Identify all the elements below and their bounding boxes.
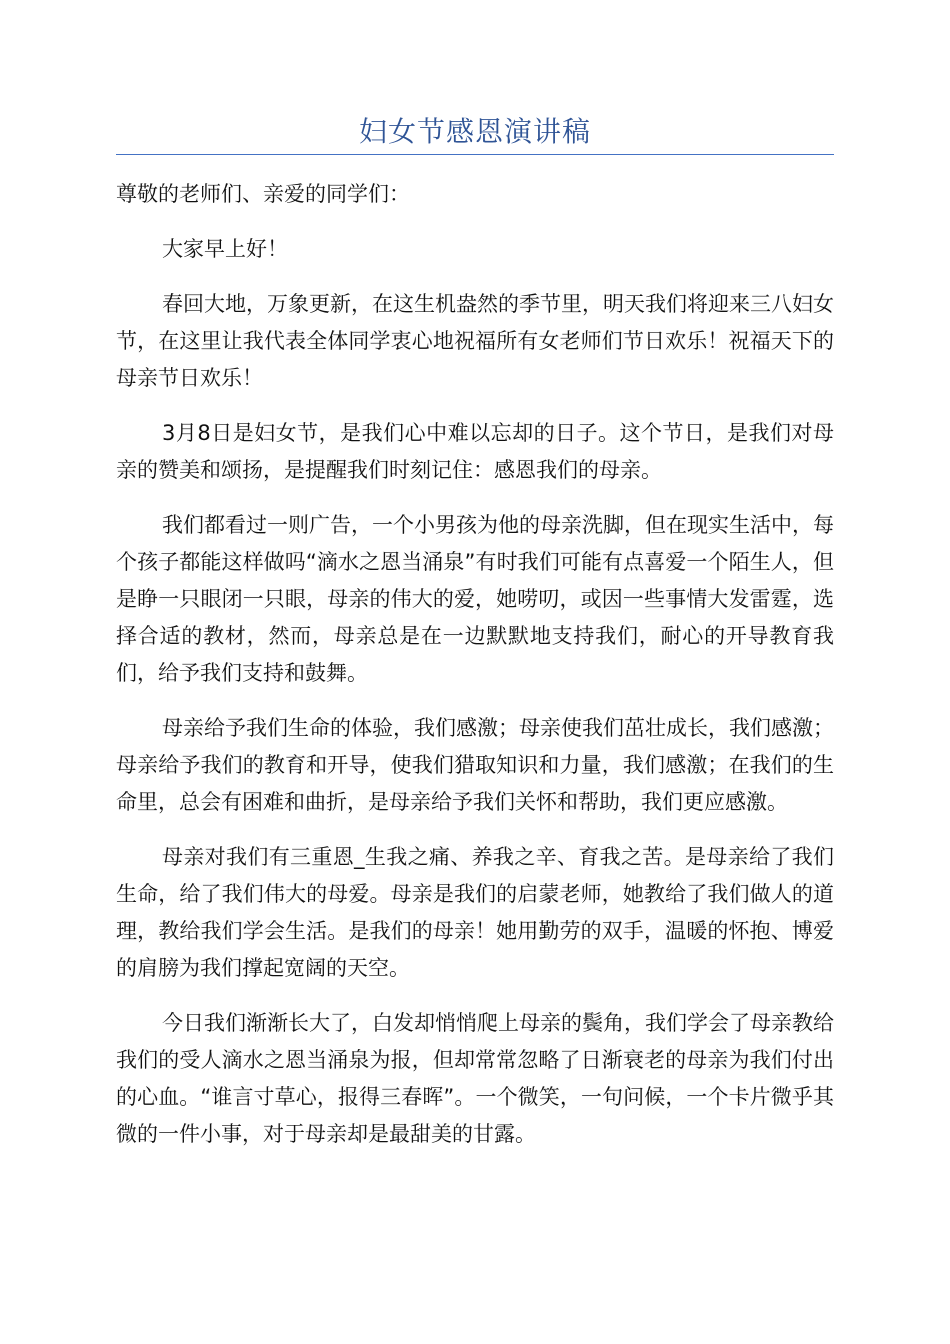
paragraph: 今日我们渐渐长大了，白发却悄悄爬上母亲的鬓角，我们学会了母亲教给我们的受人滴水之恩当涌泉为报，但却常常忽略了日渐衰老的母亲为我们付出的心血。“谁言寸草心，报得三春晖”。一个微笑，一句问候，一个卡片微乎其微的一件小事，对于母亲却是最甜美的甘露。 xyxy=(116,1011,834,1146)
paragraph: 春回大地，万象更新，在这生机盎然的季节里，明天我们将迎来三八妇女节，在这里让我代表全体同学衷心地祝福所有女老师们节日欢乐！祝福天下的母亲节日欢乐！ xyxy=(116,292,834,390)
paragraph: 母亲给予我们生命的体验，我们感激；母亲使我们茁壮成长，我们感激；母亲给予我们的教育和开导，使我们猎取知识和力量，我们感激；在我们的生命里，总会有困难和曲折，是母亲给予我们关怀和帮助，我们更应感激。 xyxy=(116,716,834,814)
paragraph: 3月8日是妇女节，是我们心中难以忘却的日子。这个节日，是我们对母亲的赞美和颂扬，是提醒我们时刻记住：感恩我们的母亲。 xyxy=(116,421,834,482)
paragraph: 母亲对我们有三重恩_生我之痛、养我之辛、育我之苦。是母亲给了我们生命，给了我们伟大的母爱。母亲是我们的启蒙老师，她教给了我们做人的道理，教给我们学会生活。是我们的母亲！她用勤劳的双手，温暖的怀抱、博爱的肩膀为我们撑起宽阔的天空。 xyxy=(116,845,834,980)
document-title: 妇女节感恩演讲稿 xyxy=(358,115,591,148)
title-underline xyxy=(116,154,834,155)
paragraph: 我们都看过一则广告，一个小男孩为他的母亲洗脚，但在现实生活中，每个孩子都能这样做吗“滴水之恩当涌泉”有时我们可能有点喜爱一个陌生人，但是睁一只眼闭一只眼，母亲的伟大的爱，她唠叨，或因一些事情大发雷霆，选择合适的教材，然而，母亲总是在一边默默地支持我们，耐心的开导教育我们，给予我们支持和鼓舞。 xyxy=(116,513,834,685)
document-body xyxy=(116,176,834,1171)
paragraph: 大家早上好！ xyxy=(162,237,288,261)
salutation: 尊敬的老师们、亲爱的同学们： xyxy=(116,182,410,206)
